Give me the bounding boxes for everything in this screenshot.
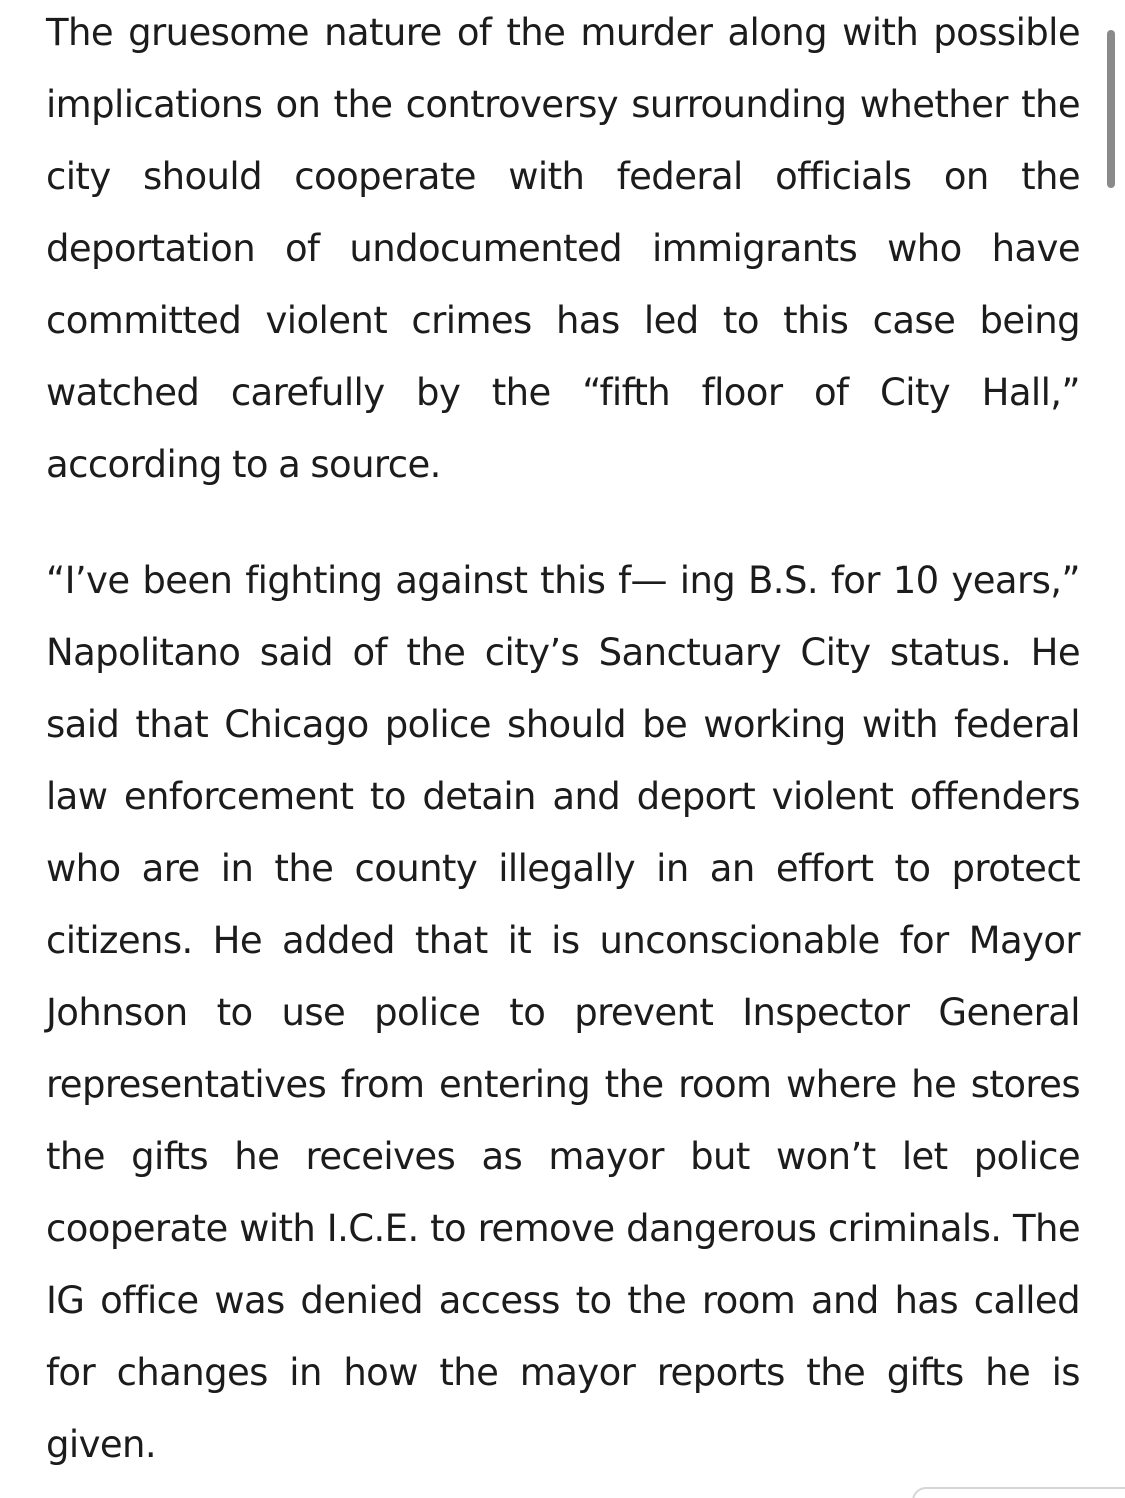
article-paragraph-1: The gruesome nature of the murder along with possible implications on the controversy surrounding whether the city should cooperate with federal officials on the deportation of undocumented immigrants who have committed violent crimes has led to this case being watched carefully by the “fifth floor of City Hall,” according to a source. xyxy=(46,11,1080,486)
article-paragraph-2: “I’ve been fighting against this f— ing B.S. for 10 years,” Napolitano said of the city’s Sanctuary City status. He said that Chicago police should be working with federal law enforcement to detain and deport violent offenders who are in the county illegally in an effort to protect citizens. He added that it is unconscionable for Mayor Johnson to use police to prevent Inspector General representatives from entering the room where he stores the gifts he receives as mayor but won’t let police cooperate with I.C.E. to remove dangerous criminals. The IG office was denied access to the room and has called for changes in how the mayor reports the gifts he is given. xyxy=(46,559,1080,1466)
bottom-floating-widget[interactable] xyxy=(912,1487,1125,1498)
scrollbar-thumb[interactable] xyxy=(1107,30,1115,188)
